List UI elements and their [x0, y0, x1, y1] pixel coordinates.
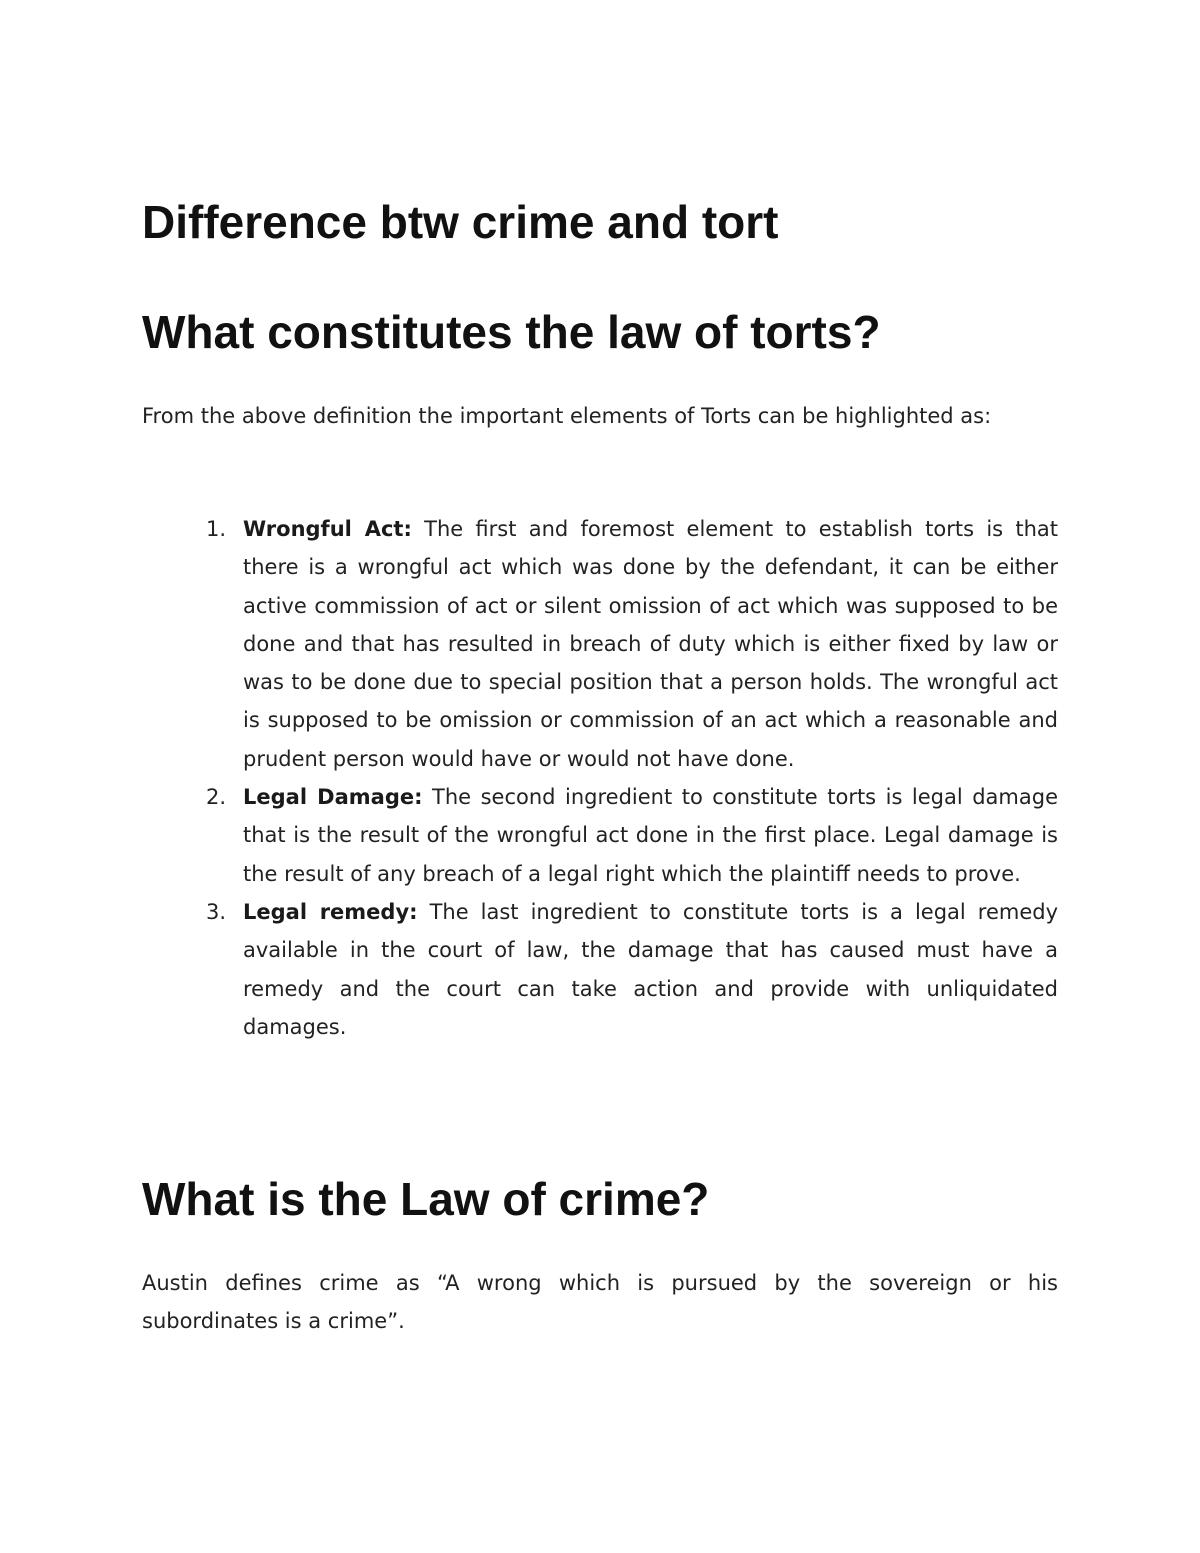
list-item-term: Legal Damage:	[243, 785, 423, 810]
list-item-term: Wrongful Act:	[243, 517, 412, 541]
list-item-number: 1.	[206, 517, 227, 541]
list-item	[206, 893, 1058, 1046]
heading-law-of-crime: What is the Law of crime?	[142, 1173, 710, 1225]
list-item-text: The last ingredient to constitute torts is a legal remedy available in the court of law, the damage that has caused must have a remedy and the court can take action and provide with unliquidated damages.	[243, 899, 1058, 1039]
tort-elements-list	[206, 510, 1058, 1046]
document-title: Difference btw crime and tort	[142, 196, 779, 248]
list-item-term: Legal remedy:	[243, 899, 418, 924]
austin-definition-paragraph: Austin defines crime as “A wrong which is pursued by the sovereign or his subordinates is a crime”.	[142, 1271, 1058, 1334]
list-item-text: The second ingredient to constitute torts is legal damage that is the result of the wrongful act done in the first place. Legal damage is the result of any breach of a legal right which the plaintiff needs to prove.	[243, 785, 1058, 886]
list-item-number: 3.	[206, 899, 227, 924]
list-item-number: 2.	[206, 785, 227, 810]
list-item-text: The first and foremost element to establish torts is that there is a wrongful act which was done by the defendant, it can be either active commission of act or silent omission of act which was supposed to be done and that has resulted in breach of duty which is either fixed by law or was to be done due to special position that a person holds. The wrongful act is supposed to be omission or commission of an act which a reasonable and prudent person would have or would not have done.	[243, 517, 1058, 771]
list-item	[206, 778, 1058, 893]
intro-paragraph: From the above definition the important elements of Torts can be highlighted as:	[142, 404, 992, 428]
heading-law-of-torts: What constitutes the law of torts?	[142, 306, 881, 358]
list-item	[206, 510, 1058, 778]
